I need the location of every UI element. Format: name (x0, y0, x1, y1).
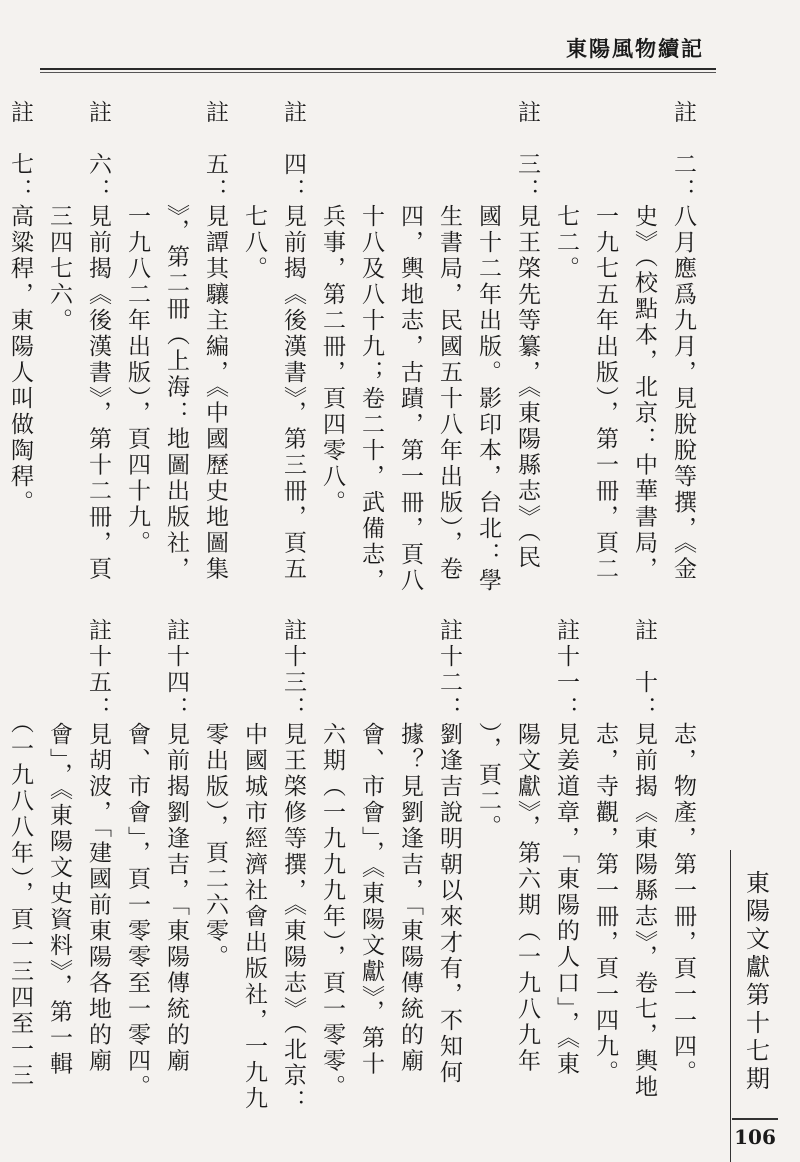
note-line: 會」，《東陽文史資料》，第一輯 (46, 618, 72, 1078)
note-line: 六期（一九九九年），頁一零零。 (319, 618, 345, 1101)
note-line: 志，寺觀，第一冊，頁一四九。 (592, 618, 618, 1086)
header-rule (40, 68, 716, 70)
note-line: 史》（校點本，北京：中華書局， (631, 100, 657, 583)
note-line: 七二。 (553, 100, 579, 282)
note-line: 註 七：高粱稈，東陽人叫做陶稈。 (7, 100, 33, 516)
note-line: 零出版），頁二六零。 (202, 618, 228, 971)
note-line: 》，第二冊（上海：地圖出版社， (163, 100, 189, 583)
note-line: 註 三：見王棨先等纂，《東陽縣志》（民 (514, 100, 540, 571)
page-number: 106 (732, 1118, 778, 1154)
sidebar-rule (730, 850, 731, 1162)
note-line: （一九八八年），頁一三四至一三 (7, 618, 33, 1089)
note-line: 志，物產，第一冊，頁一一四。 (670, 618, 696, 1086)
note-line: ），頁二。 (475, 618, 501, 841)
note-line: 一九八二年出版），頁四十九。 (124, 100, 150, 557)
note-line: 據？見劉逢吉，「東陽傳統的廟 (397, 618, 423, 1075)
note-line: 註十二：劉逢吉說明朝以來才有，不知何 (436, 618, 462, 1086)
header-rule-thin (40, 72, 716, 73)
note-line: 會、市會」，《東陽文獻》，第十 (358, 618, 384, 1078)
note-line: 註 四：見前揭《後漢書》，第三冊，頁五 (280, 100, 306, 583)
note-line: 註 五：見譚其驤主編，《中國歷史地圖集 (202, 100, 228, 583)
note-line: 三四七六。 (46, 100, 72, 334)
notes-top-block (0, 100, 694, 600)
note-line: 生書局，民國五十八年出版），卷 (436, 100, 462, 583)
note-line: 十八及八十九；卷二十，武備志， (358, 100, 384, 594)
journal-title: 東陽文獻第十七期 (741, 870, 770, 1094)
note-line: 註十三：見王棨修等撰，《東陽志》（北京： (280, 618, 306, 1115)
note-line: 註十五：見胡波，「建國前東陽各地的廟 (85, 618, 111, 1075)
note-line: 中國城市經濟社會出版社，一九九 (241, 618, 267, 1112)
note-line: 註 十：見前揭《東陽縣志》，卷七，輿地 (631, 618, 657, 1101)
note-line: 註十四：見前揭劉逢吉，「東陽傳統的廟 (163, 618, 189, 1075)
note-line: 一九七五年出版），第一冊，頁二 (592, 100, 618, 583)
note-line: 會、市會」，頁一零零至一零四。 (124, 618, 150, 1101)
note-line: 國十二年出版。影印本，台北：學 (475, 100, 501, 594)
notes-bottom-block (0, 618, 696, 1115)
note-line: 陽文獻》，第六期（一九八九年 (514, 618, 540, 1075)
note-line: 註 二：八月應爲九月，見脫脫等撰，《金 (670, 100, 696, 583)
note-line: 註 六：見前揭《後漢書》，第十二冊，頁 (85, 100, 111, 583)
note-line: 七八。 (241, 100, 267, 282)
note-line: 兵事，第二冊，頁四零八。 (319, 100, 345, 516)
note-line: 四，輿地志，古蹟，第一冊，頁八 (397, 100, 423, 594)
running-header: 東陽風物續記 (566, 36, 704, 61)
note-line: 註十一：見姜道章，「東陽的人口」，《東 (553, 618, 579, 1078)
